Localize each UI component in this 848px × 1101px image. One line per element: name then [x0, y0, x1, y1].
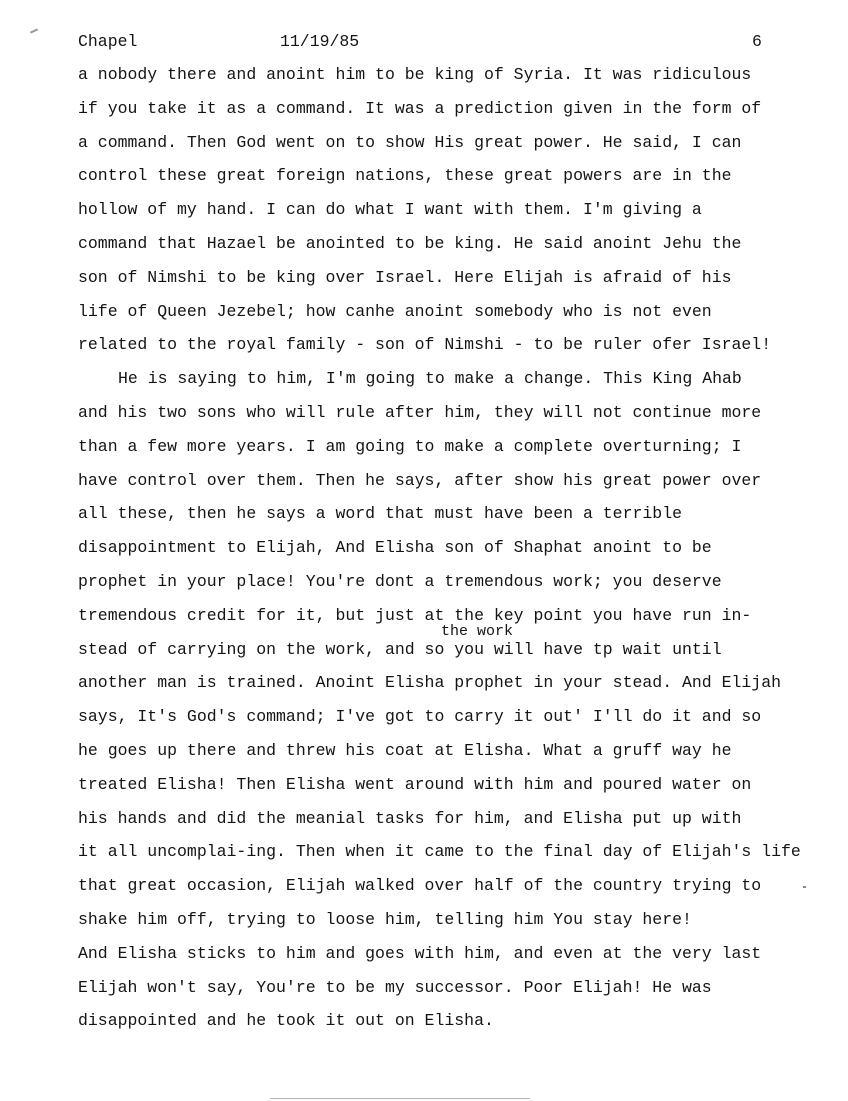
bottom-rule — [270, 1098, 530, 1099]
text-line: disappointed and he took it out on Elisha. — [78, 1011, 494, 1031]
text-line: stead of carrying on the work, and so you will have tp wait until — [78, 639, 722, 659]
page-number: 6 — [752, 32, 762, 51]
text-line: life of Queen Jezebel; how canhe anoint somebody who is not even — [78, 301, 712, 321]
text-line: if you take it as a command. It was a prediction given in the form of — [78, 98, 762, 118]
text-line: it all uncomplai-ing. Then when it came to the final day of Elijah's life — [78, 842, 801, 862]
text-line: Elijah won't say, You're to be my successor. Poor Elijah! He was — [78, 977, 712, 997]
text-line: son of Nimshi to be king over Israel. Here Elijah is afraid of his — [78, 267, 732, 287]
text-line: hollow of my hand. I can do what I want with them. I'm giving a — [78, 200, 702, 220]
interlinear-insertion: the work — [441, 623, 514, 640]
text-line: tremendous credit for it, but just at the key point you have run in- — [78, 605, 752, 625]
body-text — [78, 64, 838, 1044]
text-line: control these great foreign nations, these great powers are in the — [78, 166, 732, 186]
text-line: and his two sons who will rule after him, they will not continue more — [78, 402, 762, 422]
header-date: 11/19/85 — [280, 32, 360, 51]
text-line: all these, then he says a word that must have been a terrible — [78, 504, 682, 524]
margin-mark — [803, 886, 806, 888]
text-line: related to the royal family - son of Nimshi - to be ruler ofer Israel! — [78, 335, 772, 355]
header-label: Chapel — [78, 32, 138, 51]
paragraph-start-line: He is saying to him, I'm going to make a change. This King Ahab — [118, 369, 742, 389]
text-line: treated Elisha! Then Elisha went around with him and poured water on — [78, 774, 752, 794]
text-line: prophet in your place! You're dont a tremendous work; you deserve — [78, 571, 722, 591]
text-line: shake him off, trying to loose him, telling him You stay here! — [78, 909, 692, 929]
text-line: a command. Then God went on to show His great power. He said, I can — [78, 132, 742, 152]
text-line: have control over them. Then he says, after show his great power over — [78, 470, 762, 490]
text-line: that great occasion, Elijah walked over half of the country trying to — [78, 876, 762, 896]
margin-mark — [30, 28, 38, 33]
text-line: And Elisha sticks to him and goes with him, and even at the very last — [78, 943, 762, 963]
text-line: another man is trained. Anoint Elisha prophet in your stead. And Elijah — [78, 673, 782, 693]
text-line: says, It's God's command; I've got to carry it out' I'll do it and so — [78, 707, 762, 727]
text-line: his hands and did the meanial tasks for him, and Elisha put up with — [78, 808, 742, 828]
text-line: command that Hazael be anointed to be king. He said anoint Jehu the — [78, 233, 742, 253]
text-line: than a few more years. I am going to make a complete overturning; I — [78, 436, 742, 456]
text-line: disappointment to Elijah, And Elisha son of Shaphat anoint to be — [78, 538, 712, 558]
text-line: he goes up there and threw his coat at Elisha. What a gruff way he — [78, 740, 732, 760]
text-line: a nobody there and anoint him to be king of Syria. It was ridiculous — [78, 65, 752, 84]
